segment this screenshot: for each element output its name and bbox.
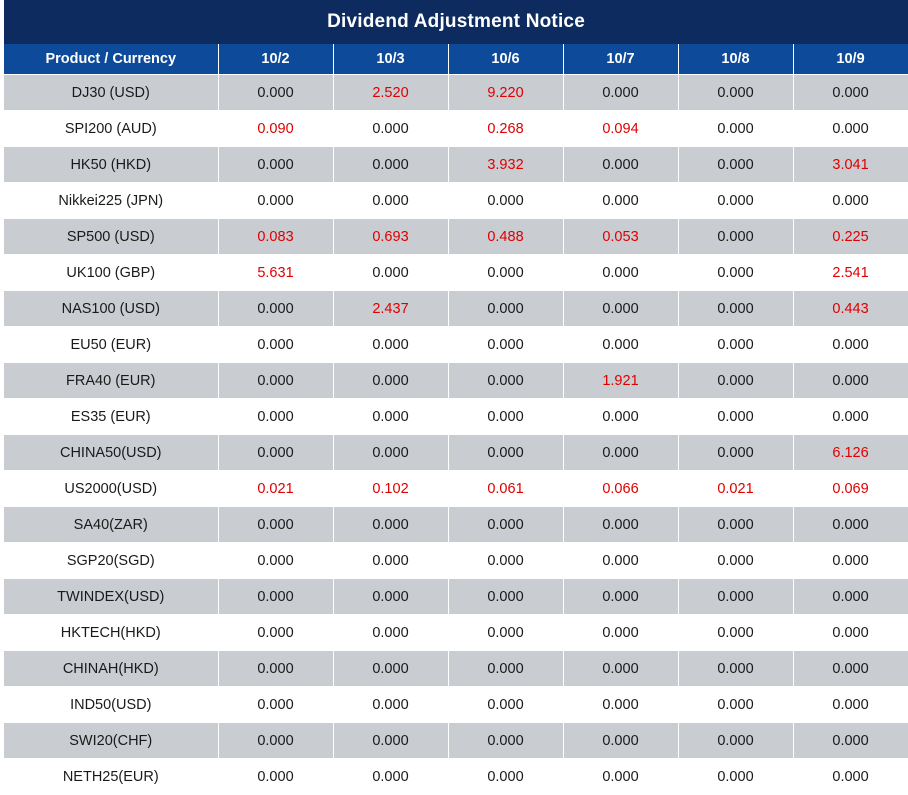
dividend-value-cell: 0.000 (563, 651, 678, 687)
table-row (4, 471, 908, 507)
dividend-value-cell: 0.000 (563, 579, 678, 615)
dividend-value-cell: 0.000 (563, 507, 678, 543)
row-label: SWI20(CHF) (4, 723, 218, 759)
dividend-value-cell: 0.000 (678, 147, 793, 183)
dividend-value-cell: 0.488 (448, 219, 563, 255)
dividend-value-cell: 0.000 (563, 183, 678, 219)
dividend-value-cell: 0.000 (793, 759, 908, 795)
row-label: Nikkei225 (JPN) (4, 183, 218, 219)
dividend-value-cell: 0.000 (218, 507, 333, 543)
dividend-value-cell: 0.000 (333, 543, 448, 579)
dividend-value-cell: 0.000 (333, 723, 448, 759)
dividend-value-cell: 0.066 (563, 471, 678, 507)
dividend-value-cell: 0.000 (678, 399, 793, 435)
dividend-value-cell: 0.000 (218, 651, 333, 687)
dividend-value-cell: 0.000 (218, 723, 333, 759)
dividend-value-cell: 0.000 (678, 723, 793, 759)
row-label: SPI200 (AUD) (4, 111, 218, 147)
dividend-value-cell: 0.000 (448, 291, 563, 327)
table-row (4, 687, 908, 723)
dividend-value-cell: 0.000 (793, 327, 908, 363)
dividend-value-cell: 0.000 (333, 435, 448, 471)
table-row (4, 435, 908, 471)
dividend-value-cell: 0.000 (333, 147, 448, 183)
table-row (4, 219, 908, 255)
dividend-value-cell: 0.000 (218, 147, 333, 183)
dividend-value-cell: 0.053 (563, 219, 678, 255)
dividend-value-cell: 6.126 (793, 435, 908, 471)
dividend-value-cell: 0.000 (333, 615, 448, 651)
dividend-value-cell: 0.000 (678, 687, 793, 723)
dividend-value-cell: 0.443 (793, 291, 908, 327)
dividend-value-cell: 0.000 (333, 399, 448, 435)
dividend-value-cell: 0.000 (563, 147, 678, 183)
table-row (4, 75, 908, 111)
dividend-value-cell: 0.000 (678, 507, 793, 543)
dividend-value-cell: 2.520 (333, 75, 448, 111)
dividend-value-cell: 0.000 (678, 255, 793, 291)
dividend-value-cell: 0.000 (448, 579, 563, 615)
dividend-value-cell: 0.000 (448, 363, 563, 399)
table-row (4, 147, 908, 183)
dividend-value-cell: 0.000 (678, 363, 793, 399)
dividend-value-cell: 0.000 (218, 579, 333, 615)
dividend-value-cell: 0.000 (218, 687, 333, 723)
dividend-value-cell: 0.225 (793, 219, 908, 255)
table-title-row (4, 0, 908, 44)
page-title: Dividend Adjustment Notice (4, 0, 908, 44)
dividend-value-cell: 0.000 (678, 615, 793, 651)
dividend-value-cell: 0.094 (563, 111, 678, 147)
dividend-value-cell: 0.000 (563, 399, 678, 435)
dividend-value-cell: 0.000 (563, 327, 678, 363)
dividend-value-cell: 0.000 (448, 507, 563, 543)
dividend-value-cell: 0.000 (448, 327, 563, 363)
dividend-value-cell: 0.000 (333, 579, 448, 615)
dividend-value-cell: 0.000 (448, 723, 563, 759)
dividend-value-cell: 0.069 (793, 471, 908, 507)
row-label: FRA40 (EUR) (4, 363, 218, 399)
dividend-value-cell: 0.000 (333, 759, 448, 795)
row-label: NETH25(EUR) (4, 759, 218, 795)
dividend-value-cell: 0.000 (563, 759, 678, 795)
dividend-value-cell: 0.000 (448, 255, 563, 291)
dividend-value-cell: 0.000 (333, 363, 448, 399)
dividend-value-cell: 2.437 (333, 291, 448, 327)
dividend-value-cell: 0.000 (563, 687, 678, 723)
dividend-value-cell: 2.541 (793, 255, 908, 291)
dividend-value-cell: 0.000 (678, 111, 793, 147)
table-row (4, 183, 908, 219)
dividend-value-cell: 0.000 (218, 363, 333, 399)
dividend-value-cell: 0.000 (448, 543, 563, 579)
table-row (4, 651, 908, 687)
row-label: SA40(ZAR) (4, 507, 218, 543)
table-row (4, 759, 908, 795)
table-body (4, 75, 908, 795)
dividend-value-cell: 0.000 (218, 327, 333, 363)
dividend-value-cell: 0.000 (333, 327, 448, 363)
dividend-value-cell: 0.000 (563, 543, 678, 579)
dividend-value-cell: 5.631 (218, 255, 333, 291)
dividend-value-cell: 0.000 (448, 399, 563, 435)
dividend-value-cell: 0.000 (793, 543, 908, 579)
row-label: DJ30 (USD) (4, 75, 218, 111)
dividend-value-cell: 0.000 (333, 507, 448, 543)
dividend-value-cell: 0.000 (678, 327, 793, 363)
table-row (4, 363, 908, 399)
dividend-value-cell: 0.000 (448, 435, 563, 471)
dividend-value-cell: 0.000 (333, 651, 448, 687)
dividend-value-cell: 0.000 (678, 75, 793, 111)
column-header-date-1: 10/2 (218, 44, 333, 75)
dividend-value-cell: 0.000 (333, 111, 448, 147)
dividend-value-cell: 0.000 (218, 759, 333, 795)
table-header-row (4, 44, 908, 75)
dividend-value-cell: 0.000 (563, 291, 678, 327)
row-label: HK50 (HKD) (4, 147, 218, 183)
row-label: US2000(USD) (4, 471, 218, 507)
dividend-value-cell: 0.000 (678, 291, 793, 327)
dividend-value-cell: 0.083 (218, 219, 333, 255)
dividend-value-cell: 0.000 (333, 687, 448, 723)
table-row (4, 111, 908, 147)
dividend-value-cell: 0.693 (333, 219, 448, 255)
dividend-value-cell: 0.000 (793, 363, 908, 399)
dividend-value-cell: 0.021 (218, 471, 333, 507)
dividend-adjustment-table (4, 0, 908, 795)
dividend-value-cell: 0.000 (793, 687, 908, 723)
dividend-value-cell: 0.102 (333, 471, 448, 507)
dividend-value-cell: 0.000 (678, 219, 793, 255)
dividend-value-cell: 0.090 (218, 111, 333, 147)
column-header-product-currency: Product / Currency (4, 44, 218, 75)
table-row (4, 507, 908, 543)
row-label: CHINAH(HKD) (4, 651, 218, 687)
table-row (4, 399, 908, 435)
table-row (4, 327, 908, 363)
row-label: IND50(USD) (4, 687, 218, 723)
dividend-value-cell: 0.000 (678, 435, 793, 471)
dividend-value-cell: 0.000 (218, 75, 333, 111)
dividend-value-cell: 0.000 (563, 255, 678, 291)
dividend-value-cell: 0.000 (218, 291, 333, 327)
dividend-value-cell: 0.000 (218, 399, 333, 435)
dividend-value-cell: 0.000 (678, 651, 793, 687)
row-label: SP500 (USD) (4, 219, 218, 255)
table-row (4, 615, 908, 651)
table-row (4, 723, 908, 759)
dividend-value-cell: 0.000 (448, 759, 563, 795)
dividend-value-cell: 0.000 (793, 723, 908, 759)
dividend-value-cell: 0.000 (793, 579, 908, 615)
column-header-date-2: 10/3 (333, 44, 448, 75)
dividend-value-cell: 0.000 (678, 183, 793, 219)
dividend-value-cell: 9.220 (448, 75, 563, 111)
dividend-value-cell: 0.000 (218, 435, 333, 471)
dividend-value-cell: 0.000 (793, 615, 908, 651)
column-header-date-3: 10/6 (448, 44, 563, 75)
row-label: TWINDEX(USD) (4, 579, 218, 615)
dividend-value-cell: 0.000 (793, 651, 908, 687)
dividend-value-cell: 0.000 (448, 687, 563, 723)
dividend-value-cell: 0.000 (678, 579, 793, 615)
dividend-value-cell: 3.932 (448, 147, 563, 183)
table-row (4, 579, 908, 615)
dividend-value-cell: 0.000 (563, 723, 678, 759)
dividend-value-cell: 0.000 (563, 615, 678, 651)
table-row (4, 543, 908, 579)
dividend-value-cell: 0.000 (448, 615, 563, 651)
row-label: HKTECH(HKD) (4, 615, 218, 651)
dividend-value-cell: 0.000 (793, 399, 908, 435)
dividend-value-cell: 3.041 (793, 147, 908, 183)
table-row (4, 291, 908, 327)
table-row (4, 255, 908, 291)
dividend-value-cell: 0.000 (793, 183, 908, 219)
dividend-value-cell: 0.000 (678, 759, 793, 795)
dividend-value-cell: 0.000 (218, 543, 333, 579)
dividend-value-cell: 0.061 (448, 471, 563, 507)
row-label: NAS100 (USD) (4, 291, 218, 327)
dividend-value-cell: 0.000 (563, 435, 678, 471)
column-header-date-5: 10/8 (678, 44, 793, 75)
dividend-value-cell: 1.921 (563, 363, 678, 399)
dividend-value-cell: 0.000 (218, 183, 333, 219)
dividend-value-cell: 0.021 (678, 471, 793, 507)
row-label: UK100 (GBP) (4, 255, 218, 291)
dividend-value-cell: 0.000 (218, 615, 333, 651)
dividend-value-cell: 0.000 (448, 183, 563, 219)
dividend-value-cell: 0.000 (793, 75, 908, 111)
row-label: EU50 (EUR) (4, 327, 218, 363)
dividend-value-cell: 0.000 (333, 255, 448, 291)
dividend-value-cell: 0.000 (333, 183, 448, 219)
dividend-value-cell: 0.268 (448, 111, 563, 147)
dividend-value-cell: 0.000 (678, 543, 793, 579)
dividend-value-cell: 0.000 (563, 75, 678, 111)
dividend-value-cell: 0.000 (448, 651, 563, 687)
column-header-date-4: 10/7 (563, 44, 678, 75)
row-label: SGP20(SGD) (4, 543, 218, 579)
dividend-value-cell: 0.000 (793, 111, 908, 147)
column-header-date-6: 10/9 (793, 44, 908, 75)
row-label: ES35 (EUR) (4, 399, 218, 435)
dividend-value-cell: 0.000 (793, 507, 908, 543)
row-label: CHINA50(USD) (4, 435, 218, 471)
